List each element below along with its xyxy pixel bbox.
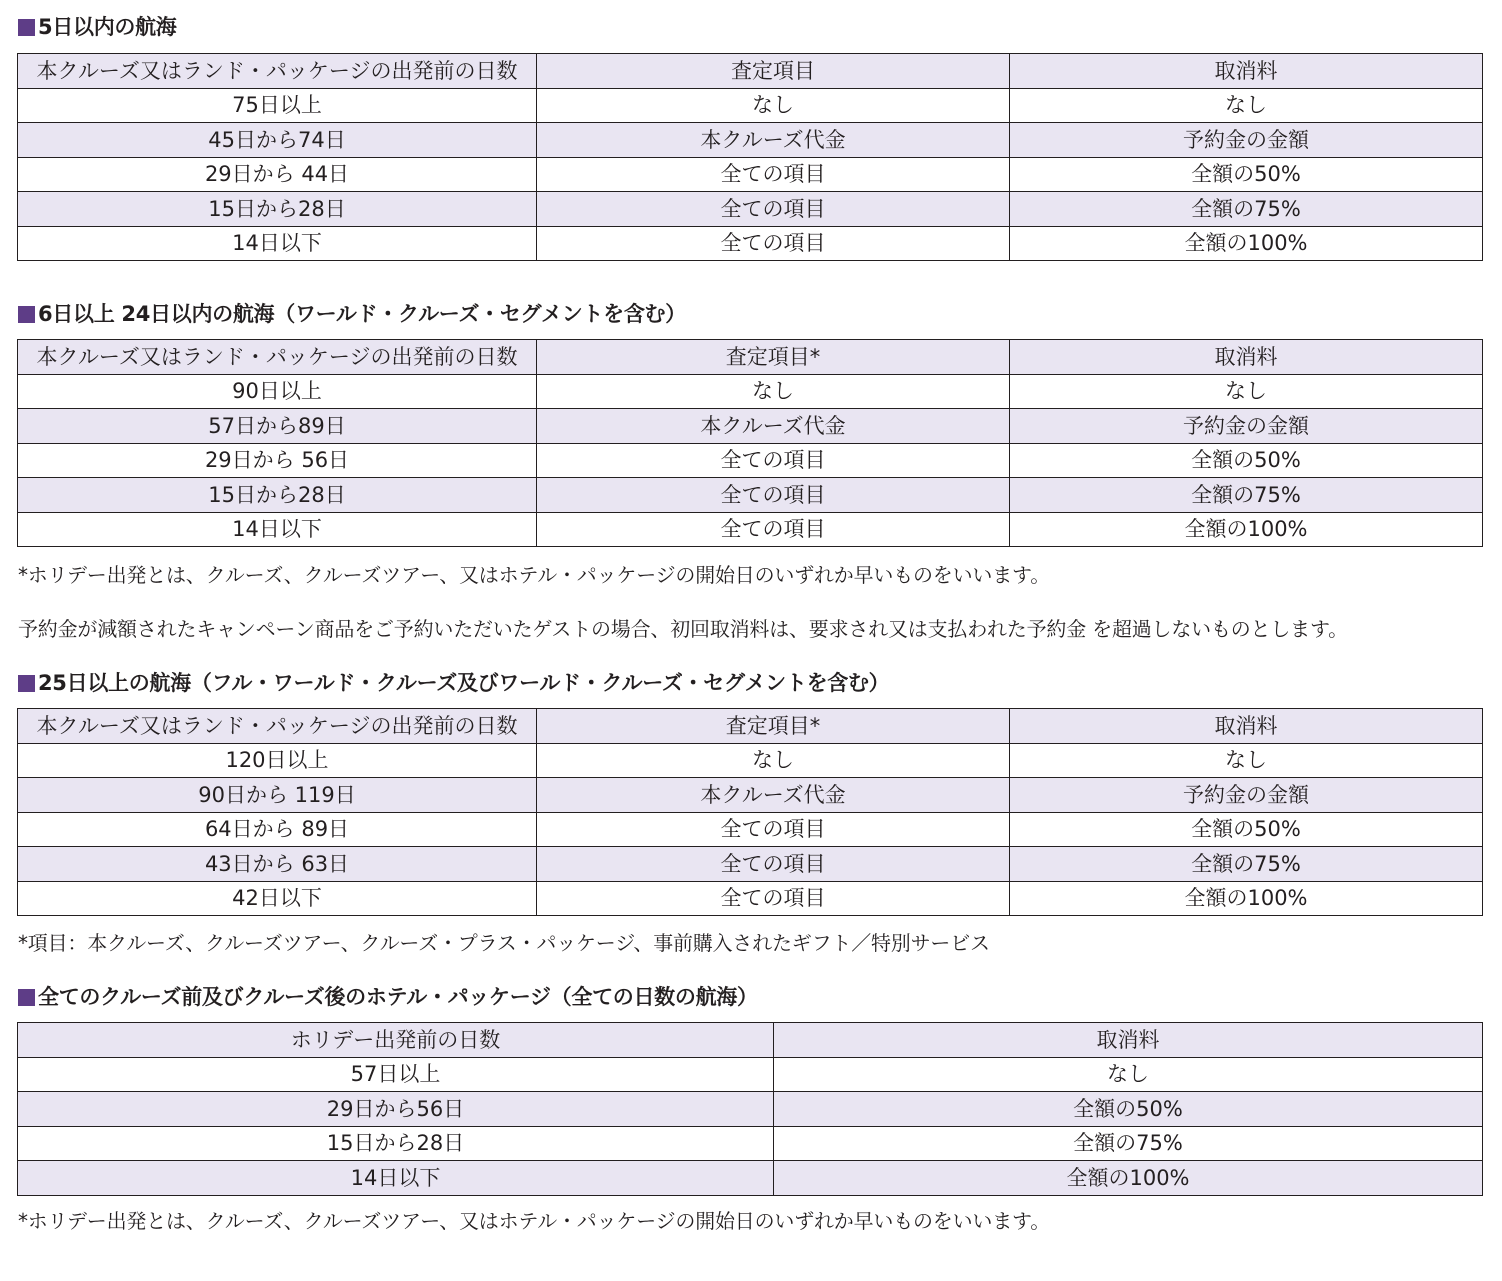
cancellation-table-4 [17, 1022, 1483, 1196]
table-row: 57日から89日 本クルーズ代金 予約金の金額 [18, 409, 1483, 444]
table-row: 15日から28日 全ての項目 全額の75% [18, 192, 1483, 227]
header-fee: 取消料 [1010, 709, 1483, 744]
table-row: 15日から28日 全額の75% [18, 1126, 1483, 1161]
section-title-4: 全てのクルーズ前及びクルーズ後のホテル・パッケージ（全ての日数の航海） [18, 985, 758, 1009]
table-header-row [18, 709, 1483, 744]
square-bullet-icon [18, 19, 35, 36]
campaign-note: 予約金が減額されたキャンペーン商品をご予約いただいたゲストの場合、初回取消料は、要求され又は支払われた予約金 を超過しないものとします。 [18, 617, 1348, 641]
table-row: 120日以上 なし なし [18, 743, 1483, 778]
square-bullet-icon [18, 675, 35, 692]
section-title-1: 5日以内の航海 [18, 15, 177, 39]
items-note: *項目：本クルーズ、クルーズツアー、クルーズ・プラス・パッケージ、事前購入されたギフト／特別サービス [18, 931, 990, 955]
header-days: 本クルーズ又はランド・パッケージの出発前の日数 [18, 709, 537, 744]
table-row: 14日以下 全額の100% [18, 1161, 1483, 1196]
header-fee: 取消料 [1010, 340, 1483, 375]
header-days: 本クルーズ又はランド・パッケージの出発前の日数 [18, 340, 537, 375]
cancellation-table-1 [17, 53, 1483, 261]
table-row: 42日以下 全ての項目 全額の100% [18, 881, 1483, 916]
header-assessment: 査定項目 [537, 54, 1010, 89]
holiday-departure-note-bottom: *ホリデー出発とは、クルーズ、クルーズツアー、又はホテル・パッケージの開始日のいずれか早いものをいいます。 [18, 1209, 1050, 1233]
header-days: 本クルーズ又はランド・パッケージの出発前の日数 [18, 54, 537, 89]
square-bullet-icon [18, 989, 35, 1006]
header-assessment: 査定項目* [537, 709, 1010, 744]
table-row: 90日以上 なし なし [18, 374, 1483, 409]
cancellation-table-2 [17, 339, 1483, 547]
table-row: 43日から 63日 全ての項目 全額の75% [18, 847, 1483, 882]
section-title-3: 25日以上の航海（フル・ワールド・クルーズ及びワールド・クルーズ・セグメントを含む） [18, 671, 889, 695]
table-row: 29日から56日 全額の50% [18, 1092, 1483, 1127]
table-row: 64日から 89日 全ての項目 全額の50% [18, 812, 1483, 847]
header-fee: 取消料 [1010, 54, 1483, 89]
table-row: 15日から28日 全ての項目 全額の75% [18, 478, 1483, 513]
table-row: 57日以上 なし [18, 1057, 1483, 1092]
table-header-row [18, 340, 1483, 375]
section-title-2: 6日以上 24日以内の航海（ワールド・クルーズ・セグメントを含む） [18, 302, 686, 326]
table-header-row [18, 1023, 1483, 1058]
cancellation-table-3 [17, 708, 1483, 916]
table-row: 14日以下 全ての項目 全額の100% [18, 512, 1483, 547]
header-days: ホリデー出発前の日数 [18, 1023, 774, 1058]
table-header-row [18, 54, 1483, 89]
table-row: 14日以下 全ての項目 全額の100% [18, 226, 1483, 261]
square-bullet-icon [18, 306, 35, 323]
table-row: 29日から 56日 全ての項目 全額の50% [18, 443, 1483, 478]
table-row: 90日から 119日 本クルーズ代金 予約金の金額 [18, 778, 1483, 813]
header-assessment: 査定項目* [537, 340, 1010, 375]
header-fee: 取消料 [774, 1023, 1483, 1058]
table-row: 29日から 44日 全ての項目 全額の50% [18, 157, 1483, 192]
holiday-departure-note: *ホリデー出発とは、クルーズ、クルーズツアー、又はホテル・パッケージの開始日のいずれか早いものをいいます。 [18, 563, 1050, 587]
table-row: 45日から74日 本クルーズ代金 予約金の金額 [18, 123, 1483, 158]
table-row: 75日以上 なし なし [18, 88, 1483, 123]
